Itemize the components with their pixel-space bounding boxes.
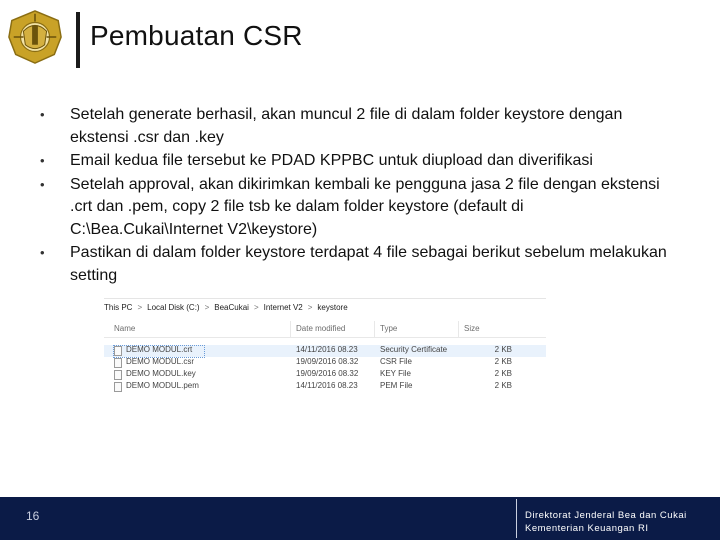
- bullet-item: [40, 150, 680, 173]
- file-icon: [114, 382, 122, 392]
- breadcrumb-separator: >: [204, 302, 210, 312]
- footer-institution: [525, 509, 687, 535]
- file-size: 2 KB: [494, 357, 512, 366]
- slide-title: Pembuatan CSR: [90, 20, 303, 51]
- file-size: 2 KB: [494, 345, 512, 354]
- file-row[interactable]: [104, 369, 546, 381]
- bullet-item: [40, 174, 680, 242]
- breadcrumb-item[interactable]: keystore: [317, 302, 348, 312]
- file-type: CSR File: [380, 357, 413, 366]
- column-divider[interactable]: [374, 321, 375, 337]
- file-explorer-screenshot: [104, 298, 546, 403]
- footer-divider: [516, 499, 517, 538]
- bullet-list: [40, 104, 680, 288]
- column-header-row: [104, 321, 546, 338]
- footer-line-1: Direktorat Jenderal Bea dan Cukai: [525, 510, 687, 521]
- page-number: 16: [26, 509, 40, 523]
- bullet-text: Setelah generate berhasil, akan muncul 2 file di dalam folder keystore dengan ekstensi .csr dan .key: [70, 106, 623, 146]
- breadcrumb-item[interactable]: This PC: [104, 302, 133, 312]
- file-name: DEMO MODUL.crt: [126, 345, 193, 354]
- file-date: 14/11/2016 08.23: [296, 381, 358, 390]
- file-icon: [114, 358, 122, 368]
- file-name: DEMO MODUL.csr: [126, 357, 194, 366]
- file-type: KEY File: [380, 369, 411, 378]
- file-icon: [114, 370, 122, 380]
- file-row[interactable]: [104, 345, 546, 357]
- file-size: 2 KB: [494, 381, 512, 390]
- column-divider[interactable]: [458, 321, 459, 337]
- breadcrumb-separator: >: [307, 302, 313, 312]
- file-date: 14/11/2016 08.23: [296, 345, 358, 354]
- file-size: 2 KB: [494, 369, 512, 378]
- breadcrumb-item[interactable]: Local Disk (C:): [147, 302, 200, 312]
- bullet-item: [40, 242, 680, 287]
- file-row[interactable]: [104, 357, 546, 369]
- bullet-item: [40, 104, 680, 149]
- footer-line-2: Kementerian Keuangan RI: [525, 523, 649, 534]
- file-name: DEMO MODUL.pem: [126, 381, 199, 390]
- bullet-text: Email kedua file tersebut ke PDAD KPPBC untuk diupload dan diverifikasi: [70, 152, 593, 169]
- file-date: 19/09/2016 08.32: [296, 357, 359, 366]
- bullet-symbol: •: [40, 176, 45, 192]
- bullet-text: Pastikan di dalam folder keystore terdapat 4 file sebagai berikut sebelum melakukan setting: [70, 244, 667, 284]
- bullet-symbol: •: [40, 107, 45, 122]
- breadcrumb-separator: >: [253, 302, 259, 312]
- file-type: Security Certificate: [380, 345, 448, 354]
- breadcrumb-separator: >: [137, 302, 143, 312]
- footer-bar: [0, 497, 720, 540]
- breadcrumb: [104, 299, 546, 315]
- file-icon: [114, 346, 122, 356]
- column-header-type[interactable]: Type: [380, 324, 398, 333]
- column-header-name[interactable]: Name: [114, 324, 136, 333]
- breadcrumb-item[interactable]: BeaCukai: [214, 302, 249, 312]
- file-name: DEMO MODUL.key: [126, 369, 196, 378]
- bullet-text: Setelah approval, akan dikirimkan kembali ke pengguna jasa 2 file dengan ekstensi .crt dan .pem, copy 2 file tsb ke dalam folder keystore (default di C:\Bea.Cukai\Internet V2\keystore): [70, 175, 660, 238]
- column-header-size[interactable]: Size: [464, 324, 480, 333]
- file-row[interactable]: [104, 381, 546, 393]
- customs-emblem-icon: [6, 8, 64, 66]
- file-date: 19/09/2016 08.32: [296, 369, 359, 378]
- bullet-symbol: •: [40, 153, 45, 168]
- column-header-date[interactable]: Date modified: [296, 324, 346, 333]
- column-divider[interactable]: [290, 321, 291, 337]
- breadcrumb-item[interactable]: Internet V2: [263, 302, 303, 312]
- file-type: PEM File: [380, 381, 413, 390]
- title-divider: [76, 12, 80, 68]
- bullet-symbol: •: [40, 245, 45, 260]
